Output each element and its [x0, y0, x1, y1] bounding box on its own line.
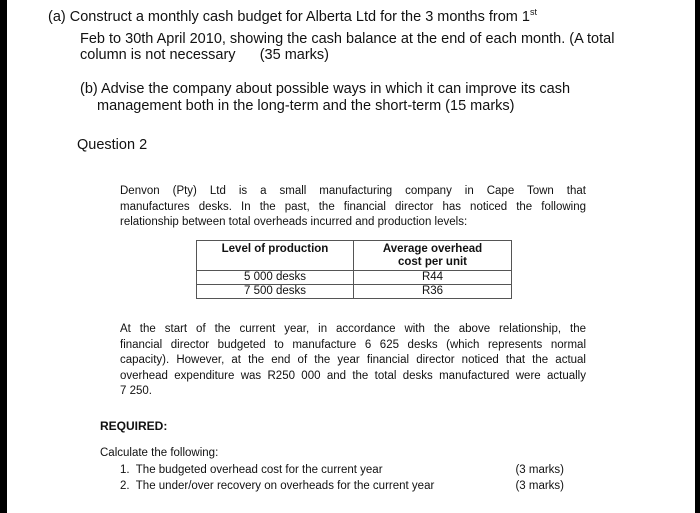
part-a-line-2: Feb to 30th April 2010, showing the cash balance at the end of each month. (A total [80, 31, 615, 47]
required-item-2: 2. The under/over recovery on overheads for the current year [120, 480, 435, 492]
left-border [0, 0, 7, 513]
part-a-line-3: column is not necessary (35 marks) [80, 47, 329, 63]
item-2-marks: (3 marks) [515, 480, 564, 492]
table-cell: 7 500 desks [197, 285, 354, 299]
intro-line: relationship between total overheads incurred and production levels: [120, 216, 468, 228]
paragraph-line: 7 250. [120, 385, 152, 397]
question-2-heading: Question 2 [77, 137, 148, 153]
table-cell: 5 000 desks [197, 271, 354, 285]
intro-paragraph [120, 184, 586, 231]
part-a-line-1: (a) Construct a monthly cash budget for Alberta Ltd for the 3 months from 1st [48, 7, 537, 25]
calculate-intro: Calculate the following: [100, 447, 219, 459]
table-header-row [197, 241, 512, 271]
table-row [197, 285, 512, 299]
header-level-of-production: Level of production [197, 241, 354, 271]
paragraph-line: overhead expenditure was R250 000 and the total desks manufactured were actually [120, 369, 586, 382]
part-b-line-1: (b) Advise the company about possible ways in which it can improve its cash [80, 81, 571, 97]
right-border [695, 0, 700, 513]
intro-line: manufactures desks. In the past, the financial director has noticed the following [120, 200, 586, 213]
required-item-1: 1. The budgeted overhead cost for the current year [120, 464, 383, 476]
intro-line: Denvon (Pty) Ltd is a small manufacturing company in Cape Town that [120, 185, 586, 197]
paragraph-line: capacity). However, at the end of the year financial director noticed that the actual [120, 354, 586, 366]
header-average-overhead-cost: Average overhead cost per unit [354, 241, 512, 271]
table-cell: R44 [354, 271, 512, 285]
scenario-paragraph [120, 322, 586, 400]
required-label: REQUIRED: [100, 419, 168, 433]
production-overhead-table [196, 240, 512, 299]
table-row [197, 271, 512, 285]
table-cell: R36 [354, 285, 512, 299]
item-1-marks: (3 marks) [515, 464, 564, 476]
paragraph-line: At the start of the current year, in accordance with the above relationship, the [120, 323, 586, 335]
superscript-st: st [529, 7, 537, 17]
paragraph-line: financial director budgeted to manufacture 6 625 desks (which represents normal [120, 338, 586, 351]
part-b-line-2: management both in the long-term and the short-term (15 marks) [97, 98, 515, 114]
